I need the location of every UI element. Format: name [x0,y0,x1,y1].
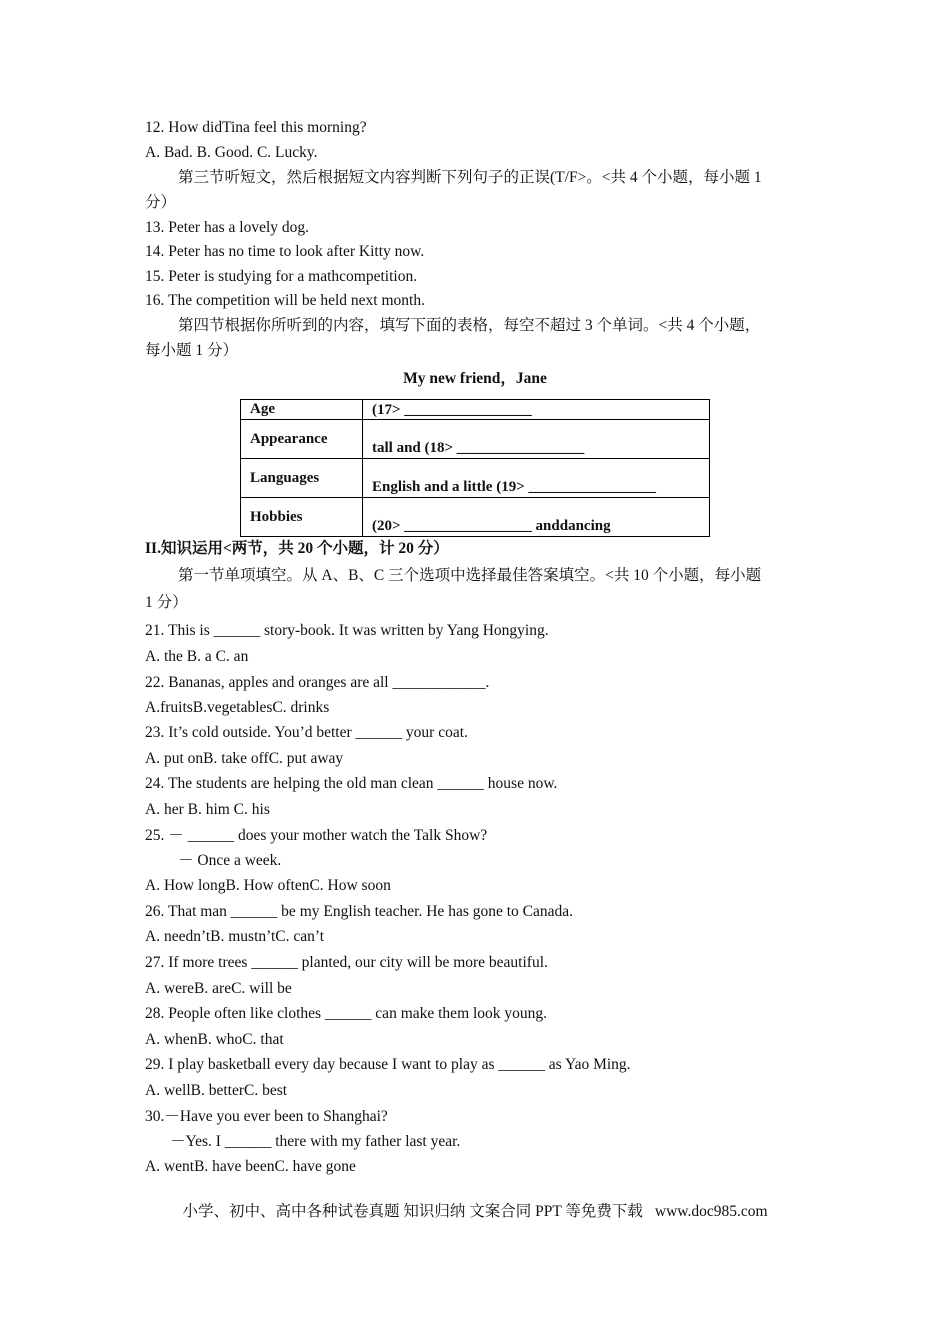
table-key: Languages [241,459,363,498]
question-30-reply: －Yes. I ______ there with my father last year. [170,1133,461,1150]
question-24-options: A. her B. him C. his [145,801,270,818]
footer-text: 小学、初中、高中各种试卷真题 知识归纳 文案合同 PPT 等免费下载 [182,1203,643,1220]
part2-heading: II.知识运用<两节，共 20 个小题，计 20 分） [145,540,449,557]
question-21: 21. This is ______ story-book. It was written by Yang Hongying. [145,622,549,639]
table-value: (17> _________________ [363,400,710,420]
question-24: 24. The students are helping the old man clean ______ house now. [145,775,558,792]
info-table [240,399,710,537]
question-30-options: A. wentB. have beenC. have gone [145,1158,356,1175]
table-row [241,459,710,498]
table-value: English and a little (19> _________________ [363,459,710,498]
question-28: 28. People often like clothes ______ can make them look young. [145,1005,548,1022]
footer-url[interactable]: www.doc985.com [654,1203,768,1220]
question-30: 30.－Have you ever been to Shanghai? [145,1108,388,1125]
question-29: 29. I play basketball every day because I want to play as ______ as Yao Ming. [145,1056,631,1073]
question-27: 27. If more trees ______ planted, our city will be more beautiful. [145,954,548,971]
section4-instructions-cont: 每小题 1 分） [145,342,239,359]
question-26: 26. That man ______ be my English teacher. He has gone to Canada. [145,903,574,920]
section4-instructions: 第四节根据你所听到的内容，填写下面的表格，每空不超过 3 个单词。<共 4 个小题， [178,317,761,334]
table-key: Age [241,400,363,420]
question-16: 16. The competition will be held next month. [145,292,425,309]
question-13: 13. Peter has a lovely dog. [145,219,310,236]
table-title: My new friend，Jane [403,370,547,387]
question-25-reply: － Once a week. [178,852,282,869]
question-25: 25. － ______ does your mother watch the Talk Show? [145,827,488,844]
table-value: (20> _________________ anddancing [363,498,710,537]
table-key: Appearance [241,420,363,459]
table-key: Hobbies [241,498,363,537]
question-15: 15. Peter is studying for a mathcompetition. [145,268,418,285]
question-21-options: A. the B. a C. an [145,648,249,665]
question-29-options: A. wellB. betterC. best [145,1082,288,1099]
section3-instructions-cont: 分） [145,194,177,211]
question-22-options: A.fruitsB.vegetablesC. drinks [145,699,330,716]
question-27-options: A. wereB. areC. will be [145,980,292,997]
part2-section1-instructions-cont: 1 分） [145,594,188,611]
table-row [241,400,710,420]
table-row [241,498,710,537]
part2-section1-instructions: 第一节单项填空。从 A、B、C 三个选项中选择最佳答案填空。<共 10 个小题，每小题 [178,567,762,584]
page-footer [0,1199,950,1221]
table-row [241,420,710,459]
question-23: 23. It’s cold outside. You’d better ______ your coat. [145,724,468,741]
table-value: tall and (18> _________________ [363,420,710,459]
question-12-options: A. Bad. B. Good. C. Lucky. [145,144,318,161]
question-22: 22. Bananas, apples and oranges are all ____________. [145,674,490,691]
question-12: 12. How didTina feel this morning? [145,119,367,136]
question-23-options: A. put onB. take offC. put away [145,750,344,767]
section3-instructions: 第三节听短文，然后根据短文内容判断下列句子的正误(T/F>。<共 4 个小题，每小题 1 [178,169,762,186]
question-14: 14. Peter has no time to look after Kitty now. [145,243,425,260]
question-25-options: A. How longB. How oftenC. How soon [145,877,391,894]
question-28-options: A. whenB. whoC. that [145,1031,284,1048]
question-26-options: A. needn’tB. mustn’tC. can’t [145,928,325,945]
